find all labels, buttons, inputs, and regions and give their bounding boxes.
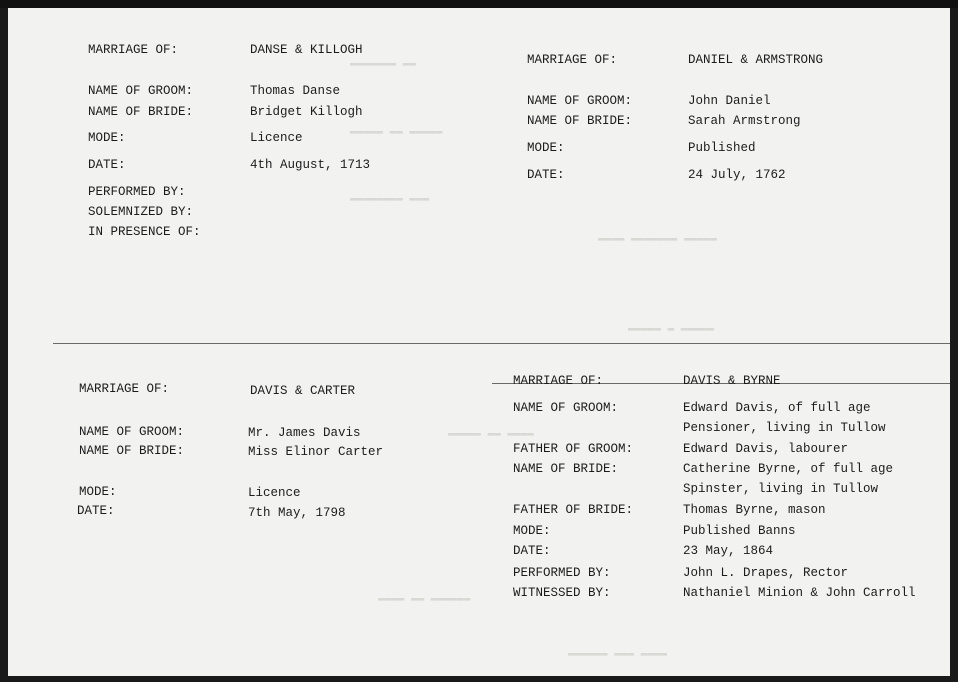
mode-value: Published Banns: [683, 524, 796, 538]
show-through: ▬▬▬▬▬▬▬ ▬▬: [350, 58, 417, 70]
show-through: ▬▬▬▬ ▬▬ ▬▬▬▬▬▬: [378, 593, 471, 605]
mode-value: Published: [688, 141, 756, 155]
marriage-of-value: DANSE & KILLOGH: [250, 43, 363, 57]
date-value: 24 July, 1762: [688, 168, 786, 182]
groom-value-line-1: Edward Davis, of full age: [683, 401, 871, 415]
bride-label: NAME OF BRIDE:: [527, 114, 633, 128]
date-label: DATE:: [527, 168, 565, 182]
father-of-bride-label: FATHER OF BRIDE:: [513, 503, 634, 517]
show-through: ▬▬▬▬▬ ▬▬ ▬▬▬▬: [448, 428, 534, 440]
show-through: ▬▬▬▬▬▬ ▬▬▬ ▬▬▬▬: [568, 648, 668, 660]
show-through: ▬▬▬▬▬ ▬ ▬▬▬▬▬: [628, 323, 714, 335]
marriage-of-label: MARRIAGE OF:: [513, 374, 604, 388]
in-presence-of-label: IN PRESENCE OF:: [88, 225, 201, 239]
bride-label: NAME OF BRIDE:: [79, 444, 185, 458]
marriage-of-label: MARRIAGE OF:: [79, 382, 170, 396]
mode-label: MODE:: [88, 131, 126, 145]
bride-label: NAME OF BRIDE:: [88, 105, 194, 119]
bride-value-line-1: Catherine Byrne, of full age: [683, 462, 894, 476]
groom-value: John Daniel: [688, 94, 771, 108]
groom-label: NAME OF GROOM:: [513, 401, 619, 415]
solemnized-by-label: SOLEMNIZED BY:: [88, 205, 194, 219]
mode-label: MODE:: [513, 524, 551, 538]
groom-label: NAME OF GROOM:: [527, 94, 633, 108]
show-through: ▬▬▬▬ ▬▬▬▬▬▬▬ ▬▬▬▬▬: [598, 233, 717, 245]
groom-label: NAME OF GROOM:: [88, 84, 194, 98]
marriage-of-value: DANIEL & ARMSTRONG: [688, 53, 824, 67]
groom-value: Thomas Danse: [250, 84, 341, 98]
date-value: 7th May, 1798: [248, 506, 346, 520]
groom-value-line-2: Pensioner, living in Tullow: [683, 421, 886, 435]
mode-value: Licence: [250, 131, 303, 145]
date-label: DATE:: [513, 544, 551, 558]
performed-by-label: PERFORMED BY:: [88, 185, 186, 199]
mode-label: MODE:: [527, 141, 565, 155]
mode-label: MODE:: [79, 485, 117, 499]
show-through: ▬▬▬▬▬ ▬▬ ▬▬▬▬▬: [350, 126, 443, 138]
bride-value-line-2: Spinster, living in Tullow: [683, 482, 879, 496]
father-of-bride-value: Thomas Byrne, mason: [683, 503, 826, 517]
father-of-groom-value: Edward Davis, labourer: [683, 442, 849, 456]
performed-by-label: PERFORMED BY:: [513, 566, 611, 580]
marriage-of-value: DAVIS & BYRNE: [683, 374, 781, 388]
section-divider: [53, 343, 950, 344]
date-label: DATE:: [77, 504, 115, 518]
bride-value: Bridget Killogh: [250, 105, 363, 119]
bride-value: Sarah Armstrong: [688, 114, 801, 128]
witnessed-by-value: Nathaniel Minion & John Carroll: [683, 586, 916, 600]
date-value: 23 May, 1864: [683, 544, 774, 558]
marriage-of-label: MARRIAGE OF:: [88, 43, 179, 57]
date-value: 4th August, 1713: [250, 158, 371, 172]
marriage-of-value: DAVIS & CARTER: [250, 384, 356, 398]
groom-label: NAME OF GROOM:: [79, 425, 185, 439]
father-of-groom-label: FATHER OF GROOM:: [513, 442, 634, 456]
document-page: [8, 8, 950, 676]
groom-value: Mr. James Davis: [248, 426, 361, 440]
performed-by-value: John L. Drapes, Rector: [683, 566, 849, 580]
witnessed-by-label: WITNESSED BY:: [513, 586, 611, 600]
scan-border: [0, 0, 958, 8]
show-through: ▬▬▬▬▬▬▬▬ ▬▬▬: [350, 193, 430, 205]
date-label: DATE:: [88, 158, 126, 172]
bride-value: Miss Elinor Carter: [248, 445, 384, 459]
bride-label: NAME OF BRIDE:: [513, 462, 619, 476]
mode-value: Licence: [248, 486, 301, 500]
marriage-of-label: MARRIAGE OF:: [527, 53, 618, 67]
